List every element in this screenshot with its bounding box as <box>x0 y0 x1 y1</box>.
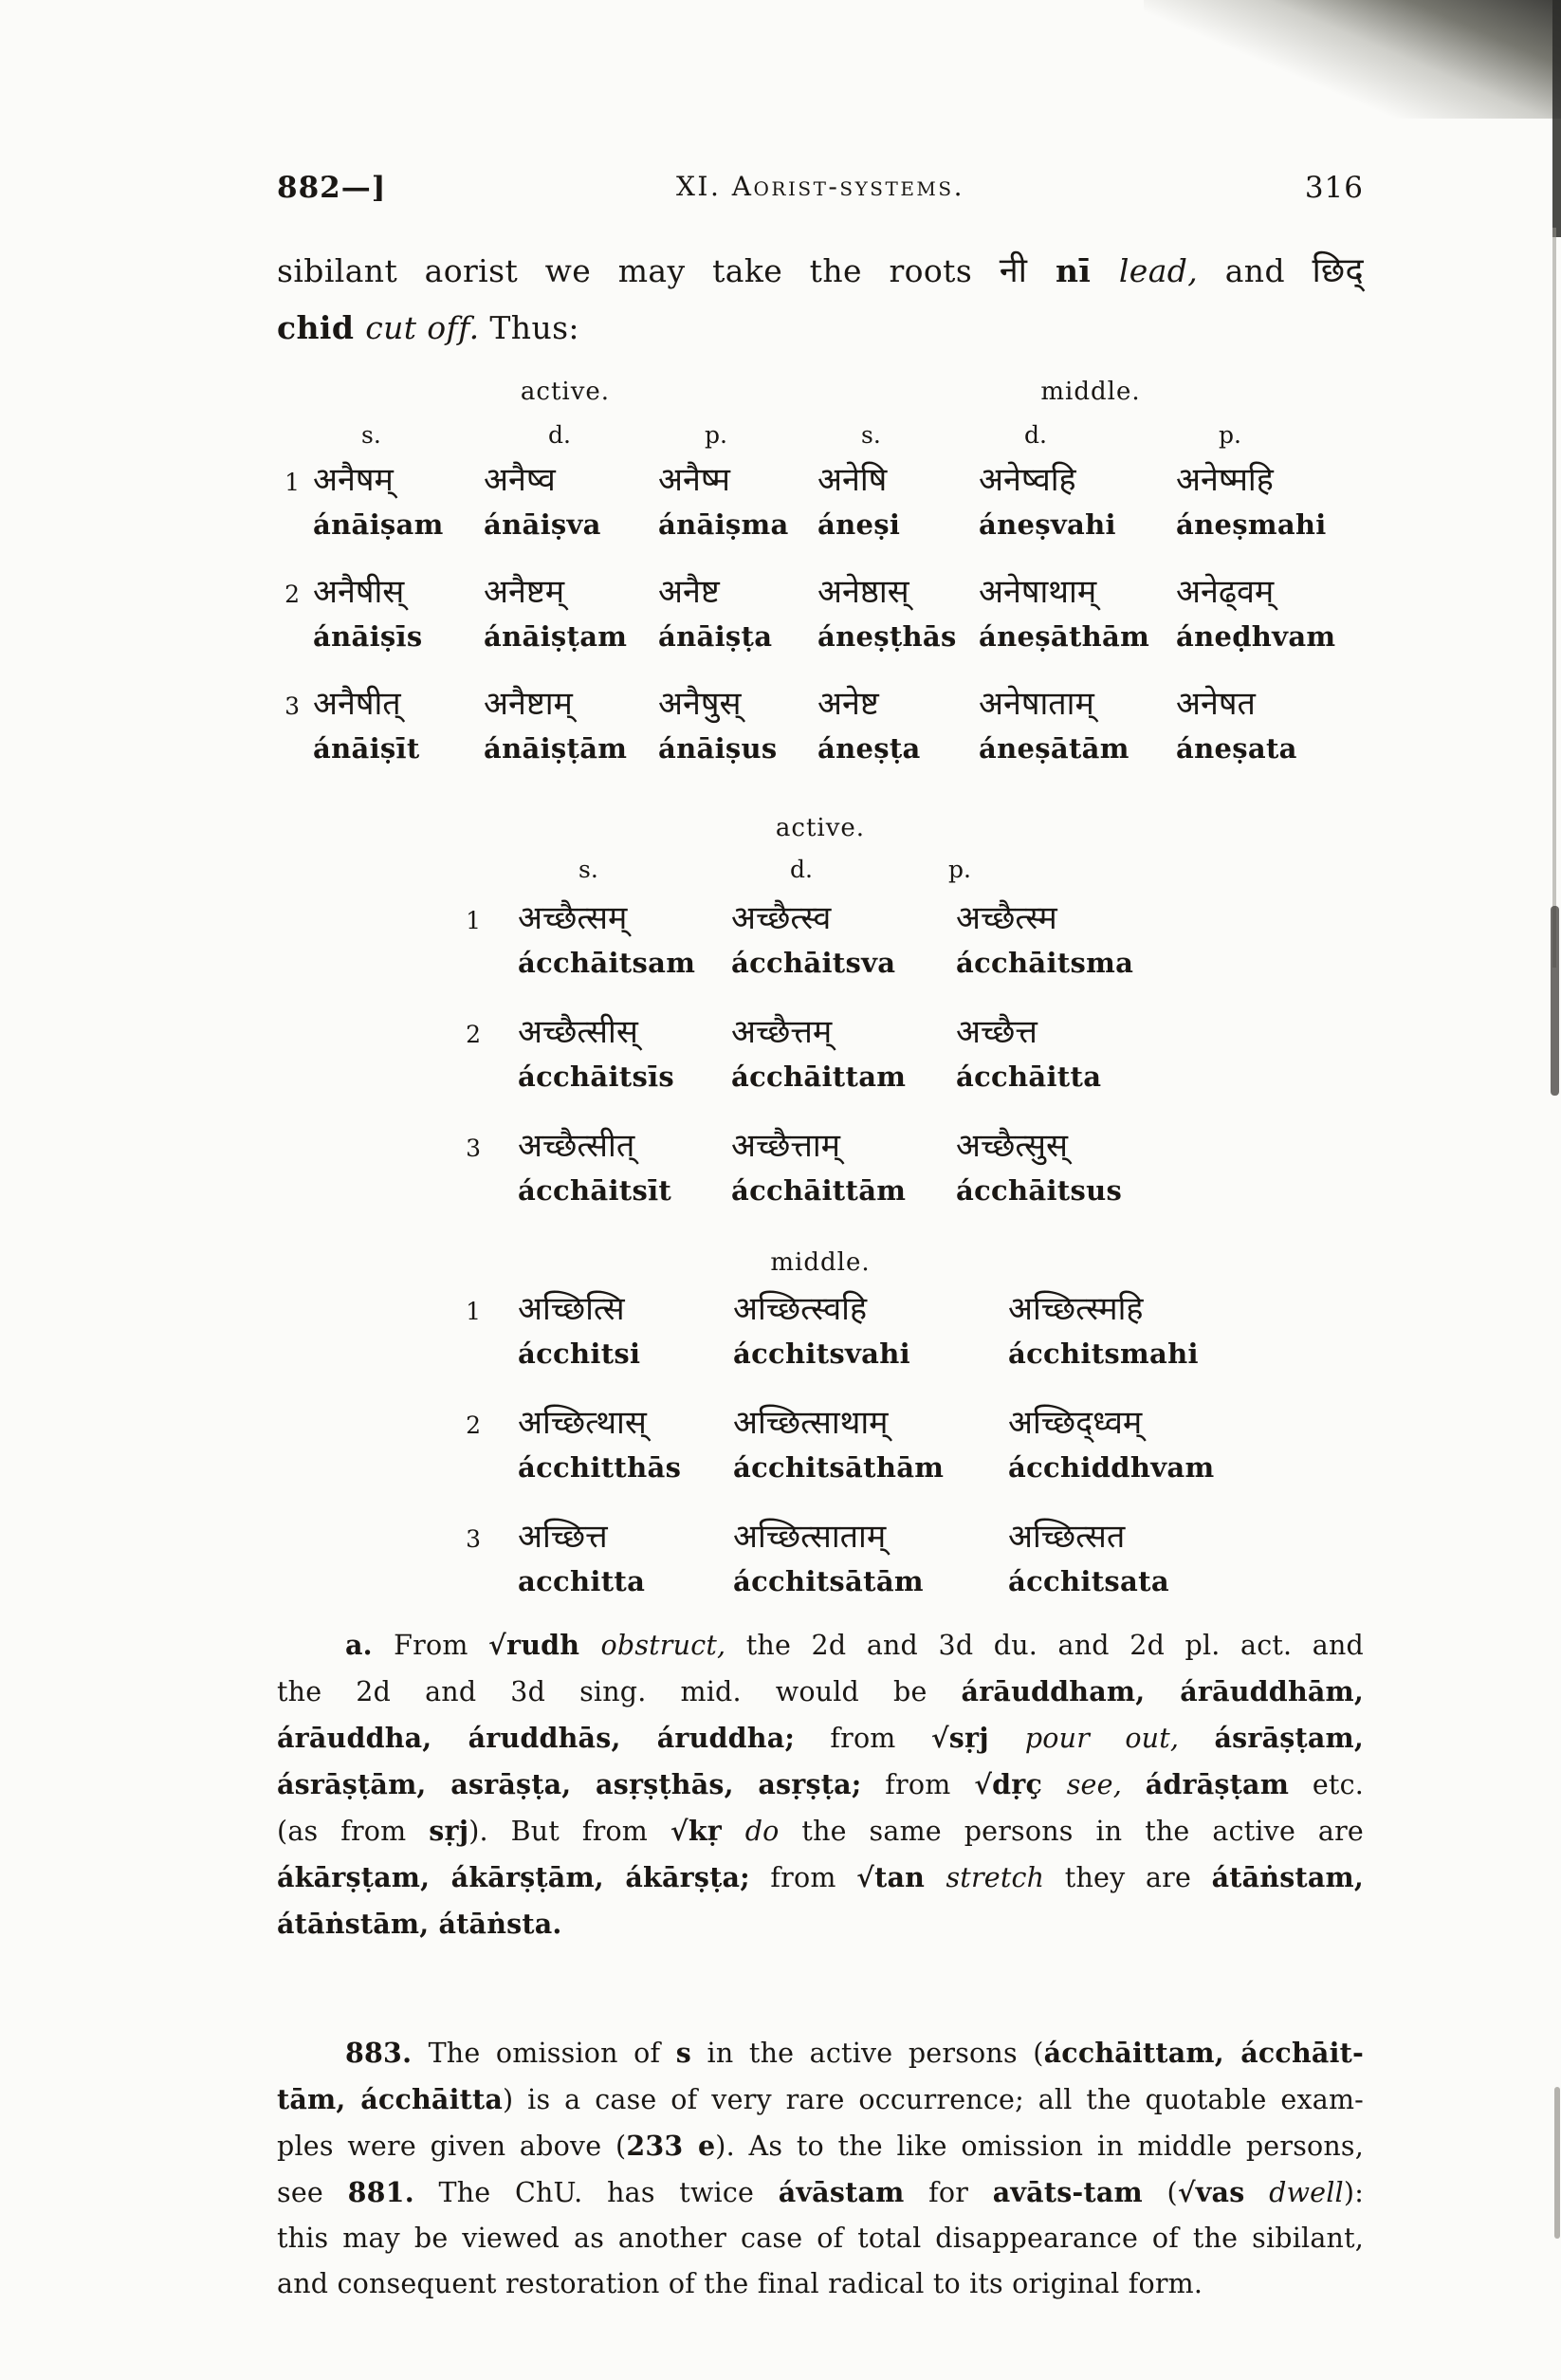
text-segment: from <box>749 1862 857 1893</box>
col-header-singular: s. <box>861 421 881 449</box>
devanagari-form: अनेष्महि <box>1176 461 1274 499</box>
text-segment: cut off. <box>365 309 480 346</box>
paradigm-cell <box>1176 679 1356 768</box>
number-column-headers <box>0 856 1561 888</box>
text-segment <box>1244 2177 1269 2208</box>
paradigm-cell <box>956 1121 1174 1210</box>
text-segment: The ChU. has twice <box>413 2177 779 2208</box>
text-segment: sṛj <box>429 1815 469 1847</box>
paradigm-row <box>429 1398 1226 1487</box>
paradigm-cell <box>979 679 1176 768</box>
paradigm-cell <box>1176 567 1356 656</box>
paradigm-cell <box>979 455 1176 544</box>
person-number: 1 <box>466 907 481 934</box>
text-segment: ásrāṣṭam, <box>1214 1722 1364 1754</box>
text-segment: stretch <box>946 1862 1045 1893</box>
transliteration: ácchāitsus <box>956 1174 1123 1207</box>
paradigm-cell <box>518 1121 731 1210</box>
number-column-headers <box>0 421 1561 453</box>
col-header-dual: d. <box>1024 421 1047 449</box>
person-number: 2 <box>466 1411 481 1439</box>
transliteration: ácchāitsma <box>956 947 1134 979</box>
text-segment: ádrāṣṭam <box>1145 1768 1290 1800</box>
transliteration: ácchāitsīs <box>518 1061 675 1093</box>
paradigm-row <box>429 1121 1174 1210</box>
person-number: 3 <box>285 692 300 720</box>
paradigm-cell <box>518 1398 733 1487</box>
devanagari-form: अनेषाथाम् <box>979 573 1097 611</box>
text-segment: The omission of <box>428 2038 676 2069</box>
paradigm-cell <box>518 894 731 983</box>
text-segment: nī <box>1027 252 1119 289</box>
transliteration: ánāiṣīt <box>313 732 420 765</box>
transliteration: áneṣṭhās <box>817 620 957 653</box>
transliteration: áneṣmahi <box>1176 508 1327 541</box>
page-number: 316 <box>1304 171 1364 205</box>
scan-edge-mark-bottom <box>1554 2087 1560 2239</box>
transliteration: ánāiṣṭa <box>658 620 773 653</box>
transliteration: ácchitsāthām <box>733 1451 945 1484</box>
transliteration: áneṣi <box>817 508 901 541</box>
text-segment: they are <box>1044 1862 1212 1893</box>
devanagari-form: अनैष्टम् <box>484 573 565 611</box>
transliteration: ácchāitsva <box>731 947 896 979</box>
text-line <box>277 2216 1364 2261</box>
transliteration: ácchāitsam <box>518 947 696 979</box>
paradigm-row <box>429 894 1174 983</box>
text-segment: 881. <box>347 2176 414 2208</box>
devanagari-form: अच्छित्साथाम् <box>733 1404 889 1442</box>
paradigm-row <box>250 567 1356 656</box>
transliteration: ácchitthās <box>518 1451 682 1484</box>
devanagari-form: अच्छैत्सम् <box>518 899 628 937</box>
voice-header-middle: middle. <box>1040 378 1141 406</box>
person-number: 2 <box>285 581 300 608</box>
text-segment: avāts-tam <box>992 2176 1143 2208</box>
text-segment: see, <box>1066 1769 1122 1800</box>
paradigm-table-ni <box>250 455 1356 791</box>
paradigm-cell <box>1176 455 1356 544</box>
transliteration: áneḍhvam <box>1176 620 1336 653</box>
text-line <box>277 1901 1364 1947</box>
text-segment: this may be viewed as another case of total disappearance of the sibilant, <box>277 2223 1364 2254</box>
devanagari-form: अच्छैत्सीस् <box>518 1013 638 1051</box>
text-line <box>277 1669 1364 1715</box>
person-number: 1 <box>285 469 300 496</box>
col-header-dual: d. <box>548 421 571 449</box>
text-segment: pour out, <box>1024 1723 1180 1754</box>
transliteration: ácchitsata <box>1008 1565 1169 1597</box>
devanagari-form: अच्छैत्त <box>956 1013 1038 1051</box>
transliteration: ánāiṣīs <box>313 620 423 653</box>
devanagari-form: अनेढ्वम् <box>1176 573 1275 611</box>
section-883-paragraph <box>277 2030 1364 2307</box>
text-segment: √dṛç <box>974 1768 1067 1800</box>
devanagari-form: अनैष्व <box>484 461 556 499</box>
transliteration: ácchitsi <box>518 1338 641 1370</box>
devanagari-form: अनैष्टाम् <box>484 685 573 723</box>
transliteration: ánāiṣṭām <box>484 732 628 765</box>
devanagari-form: अच्छित्सि <box>518 1290 625 1328</box>
paradigm-cell <box>1008 1398 1226 1487</box>
scan-shadow-top-right <box>1144 0 1561 119</box>
section-number: 882—] <box>277 171 387 205</box>
text-line <box>277 2123 1364 2169</box>
paradigm-cell <box>733 1398 1008 1487</box>
devanagari-form: अनेष्ट <box>817 685 879 723</box>
devanagari-form: अच्छैत्सुस् <box>956 1127 1069 1165</box>
paradigm-cell <box>313 455 484 544</box>
person-number: 3 <box>466 1135 481 1162</box>
paradigm-row <box>429 1007 1174 1097</box>
text-segment: ) is a case of very rare occurrence; all the quotable exam- <box>503 2084 1365 2115</box>
transliteration: ácchāitta <box>956 1061 1102 1093</box>
paradigm-cell <box>658 455 817 544</box>
devanagari-form: अनेषत <box>1176 685 1256 723</box>
text-line <box>277 2076 1364 2123</box>
person-number: 2 <box>466 1021 481 1048</box>
text-segment: chid <box>277 309 366 346</box>
transliteration: áneṣata <box>1176 732 1297 765</box>
paradigm-cell <box>817 679 979 768</box>
paradigm-cell <box>817 567 979 656</box>
devanagari-form: अच्छैत्स्व <box>731 899 832 937</box>
paradigm-row <box>250 455 1356 544</box>
devanagari-word: छिद् <box>1312 251 1364 290</box>
paradigm-cell <box>956 894 1174 983</box>
devanagari-form: अनैषीत् <box>313 685 401 723</box>
text-line <box>277 1762 1364 1808</box>
devanagari-word: नी <box>999 251 1028 290</box>
text-line <box>277 243 1364 300</box>
person-number: 3 <box>466 1525 481 1553</box>
paradigm-cell <box>484 679 658 768</box>
text-segment: Thus: <box>479 309 579 346</box>
transliteration: ácchitsmahi <box>1008 1338 1199 1370</box>
transliteration: ánāiṣam <box>313 508 444 541</box>
text-segment: 883. <box>345 2037 429 2069</box>
transliteration: áneṣāthām <box>979 620 1150 653</box>
transliteration: ácchitsātām <box>733 1565 924 1597</box>
paradigm-cell <box>484 567 658 656</box>
text-segment: obstruct, <box>600 1630 726 1661</box>
note-a-paragraph <box>277 1622 1364 1947</box>
text-segment: tām, ácchāitta <box>277 2083 504 2115</box>
text-line <box>277 1715 1364 1762</box>
devanagari-form: अनेषाताम् <box>979 685 1094 723</box>
devanagari-form: अनेषि <box>817 461 888 499</box>
person-number: 1 <box>466 1298 481 1325</box>
text-segment: in the active persons ( <box>691 2038 1044 2069</box>
text-segment: s <box>675 2037 692 2069</box>
text-segment: átāṅstam, <box>1211 1861 1364 1893</box>
intro-paragraph <box>277 243 1364 357</box>
text-segment: ): <box>1343 2177 1364 2208</box>
scan-edge-blob <box>1551 906 1559 1096</box>
paradigm-cell <box>518 1007 731 1097</box>
text-segment: ( <box>1142 2177 1178 2208</box>
transliteration: ácchāittam <box>731 1061 907 1093</box>
text-segment: árāuddha, áruddhās, áruddha; <box>277 1722 796 1754</box>
devanagari-form: अच्छित्स्वहि <box>733 1290 867 1328</box>
text-segment: ples were given above ( <box>277 2131 627 2162</box>
devanagari-form: अच्छैत्सीत् <box>518 1127 635 1165</box>
text-segment: √vas <box>1177 2176 1245 2208</box>
devanagari-form: अच्छित्त <box>518 1518 608 1556</box>
devanagari-form: अनैष्ट <box>658 573 720 611</box>
transliteration: ácchāitsīt <box>518 1174 672 1207</box>
text-segment <box>1179 1723 1214 1754</box>
paradigm-row <box>250 679 1356 768</box>
paradigm-row <box>429 1512 1226 1601</box>
paradigm-row <box>429 1284 1226 1374</box>
paradigm-cell <box>518 1284 733 1374</box>
text-segment: (as from <box>277 1816 430 1847</box>
text-segment: from <box>795 1723 931 1754</box>
paradigm-cell <box>731 1007 956 1097</box>
text-segment: √rudh <box>488 1629 601 1661</box>
voice-header-active: active. <box>520 378 611 406</box>
devanagari-form: अच्छिद्ध्वम् <box>1008 1404 1143 1442</box>
text-segment <box>1122 1769 1146 1800</box>
paradigm-cell <box>313 679 484 768</box>
devanagari-form: अनेष्ठास् <box>817 573 909 611</box>
devanagari-form: अच्छैत्स्म <box>956 899 1057 937</box>
paradigm-cell <box>817 455 979 544</box>
text-segment: the 2d and 3d sing. mid. would be <box>277 1676 962 1707</box>
devanagari-form: अनेष्वहि <box>979 461 1076 499</box>
transliteration: ánāiṣva <box>484 508 601 541</box>
text-segment: see <box>277 2177 348 2208</box>
devanagari-form: अच्छित्साताम् <box>733 1518 887 1556</box>
text-segment: From <box>394 1630 489 1661</box>
paradigm-cell <box>1008 1284 1226 1374</box>
paradigm-cell <box>956 1007 1174 1097</box>
col-header-singular: s. <box>361 421 381 449</box>
paradigm-table-chid-active <box>429 894 1174 1235</box>
voice-header-middle: middle. <box>770 1248 871 1277</box>
transliteration: ácchiddhvam <box>1008 1451 1215 1484</box>
text-segment: a. <box>345 1629 395 1661</box>
text-segment: ). But from <box>468 1816 670 1847</box>
devanagari-form: अनैषुस् <box>658 685 742 723</box>
paradigm-cell <box>313 567 484 656</box>
paradigm-cell <box>979 567 1176 656</box>
transliteration: ácchitsvahi <box>733 1338 910 1370</box>
text-segment: for <box>904 2177 993 2208</box>
text-segment: √kṛ <box>670 1815 745 1847</box>
text-line <box>277 2261 1364 2307</box>
transliteration: áneṣātām <box>979 732 1129 765</box>
transliteration: áneṣvahi <box>979 508 1116 541</box>
paradigm-cell <box>733 1284 1008 1374</box>
paradigm-cell <box>518 1512 733 1601</box>
paradigm-cell <box>731 894 956 983</box>
text-segment: etc. <box>1289 1769 1364 1800</box>
text-line <box>277 2030 1364 2076</box>
devanagari-form: अच्छित्सत <box>1008 1518 1126 1556</box>
transliteration: acchitta <box>518 1565 646 1597</box>
running-title: XI. Aorist-systems. <box>676 171 964 202</box>
text-segment: and consequent restoration of the final radical to its original form. <box>277 2268 1203 2299</box>
text-line <box>277 300 1364 357</box>
text-segment: √tan <box>856 1861 946 1893</box>
col-header-plural: p. <box>1219 421 1241 449</box>
text-segment: √sṛj <box>930 1722 1025 1754</box>
col-header-singular: s. <box>578 856 598 883</box>
transliteration: ánāiṣus <box>658 732 778 765</box>
text-segment: and <box>1198 252 1313 289</box>
devanagari-form: अच्छित्थास् <box>518 1404 647 1442</box>
text-segment: ávāstam <box>778 2176 905 2208</box>
text-segment: ). As to the like omission in middle persons, <box>715 2131 1365 2162</box>
paradigm-cell <box>731 1121 956 1210</box>
text-segment: ákārṣṭam, ákārṣṭām, ákārṣṭa; <box>277 1861 750 1893</box>
devanagari-form: अच्छित्स्महि <box>1008 1290 1144 1328</box>
transliteration: ánāiṣma <box>658 508 789 541</box>
text-segment: dwell <box>1269 2177 1344 2208</box>
paradigm-cell <box>658 679 817 768</box>
text-line <box>277 1622 1364 1669</box>
voice-header-active: active. <box>775 814 866 842</box>
text-segment: árāuddham, árāuddhām, <box>961 1675 1365 1707</box>
col-header-dual: d. <box>790 856 813 883</box>
text-segment: sibilant aorist we may take the roots <box>277 252 1000 289</box>
text-segment: from <box>861 1769 975 1800</box>
text-segment: lead, <box>1118 252 1199 289</box>
text-segment: 233 e <box>626 2130 716 2162</box>
text-segment: ásrāṣṭām, asrāṣṭa, asṛṣṭhās, asṛṣṭa; <box>277 1768 862 1800</box>
paradigm-cell <box>484 455 658 544</box>
transliteration: ácchāittām <box>731 1174 907 1207</box>
text-segment: the 2d and 3d du. and 2d pl. act. and <box>725 1630 1364 1661</box>
scan-edge-mark-top <box>1552 0 1561 237</box>
page-header <box>277 171 1364 205</box>
paradigm-table-chid-middle <box>429 1284 1226 1626</box>
paradigm-cell <box>733 1512 1008 1601</box>
text-segment: átāṅstām, átāṅsta. <box>277 1908 562 1940</box>
text-line <box>277 1808 1364 1854</box>
paradigm-cell <box>658 567 817 656</box>
col-header-plural: p. <box>948 856 971 883</box>
paradigm-cell <box>1008 1512 1226 1601</box>
transliteration: áneṣṭa <box>817 732 921 765</box>
devanagari-form: अनैषीस् <box>313 573 405 611</box>
col-header-plural: p. <box>705 421 727 449</box>
devanagari-form: अच्छैत्ताम् <box>731 1127 840 1165</box>
devanagari-form: अनैषम् <box>313 461 394 499</box>
text-segment: do <box>744 1816 780 1847</box>
text-segment: ácchāittam, ácchāit- <box>1043 2037 1364 2069</box>
text-line <box>277 1854 1364 1901</box>
devanagari-form: अनैष्म <box>658 461 730 499</box>
devanagari-form: अच्छैत्तम् <box>731 1013 833 1051</box>
text-line <box>277 2169 1364 2216</box>
text-segment: the same persons in the active are <box>779 1816 1364 1847</box>
transliteration: ánāiṣṭam <box>484 620 628 653</box>
